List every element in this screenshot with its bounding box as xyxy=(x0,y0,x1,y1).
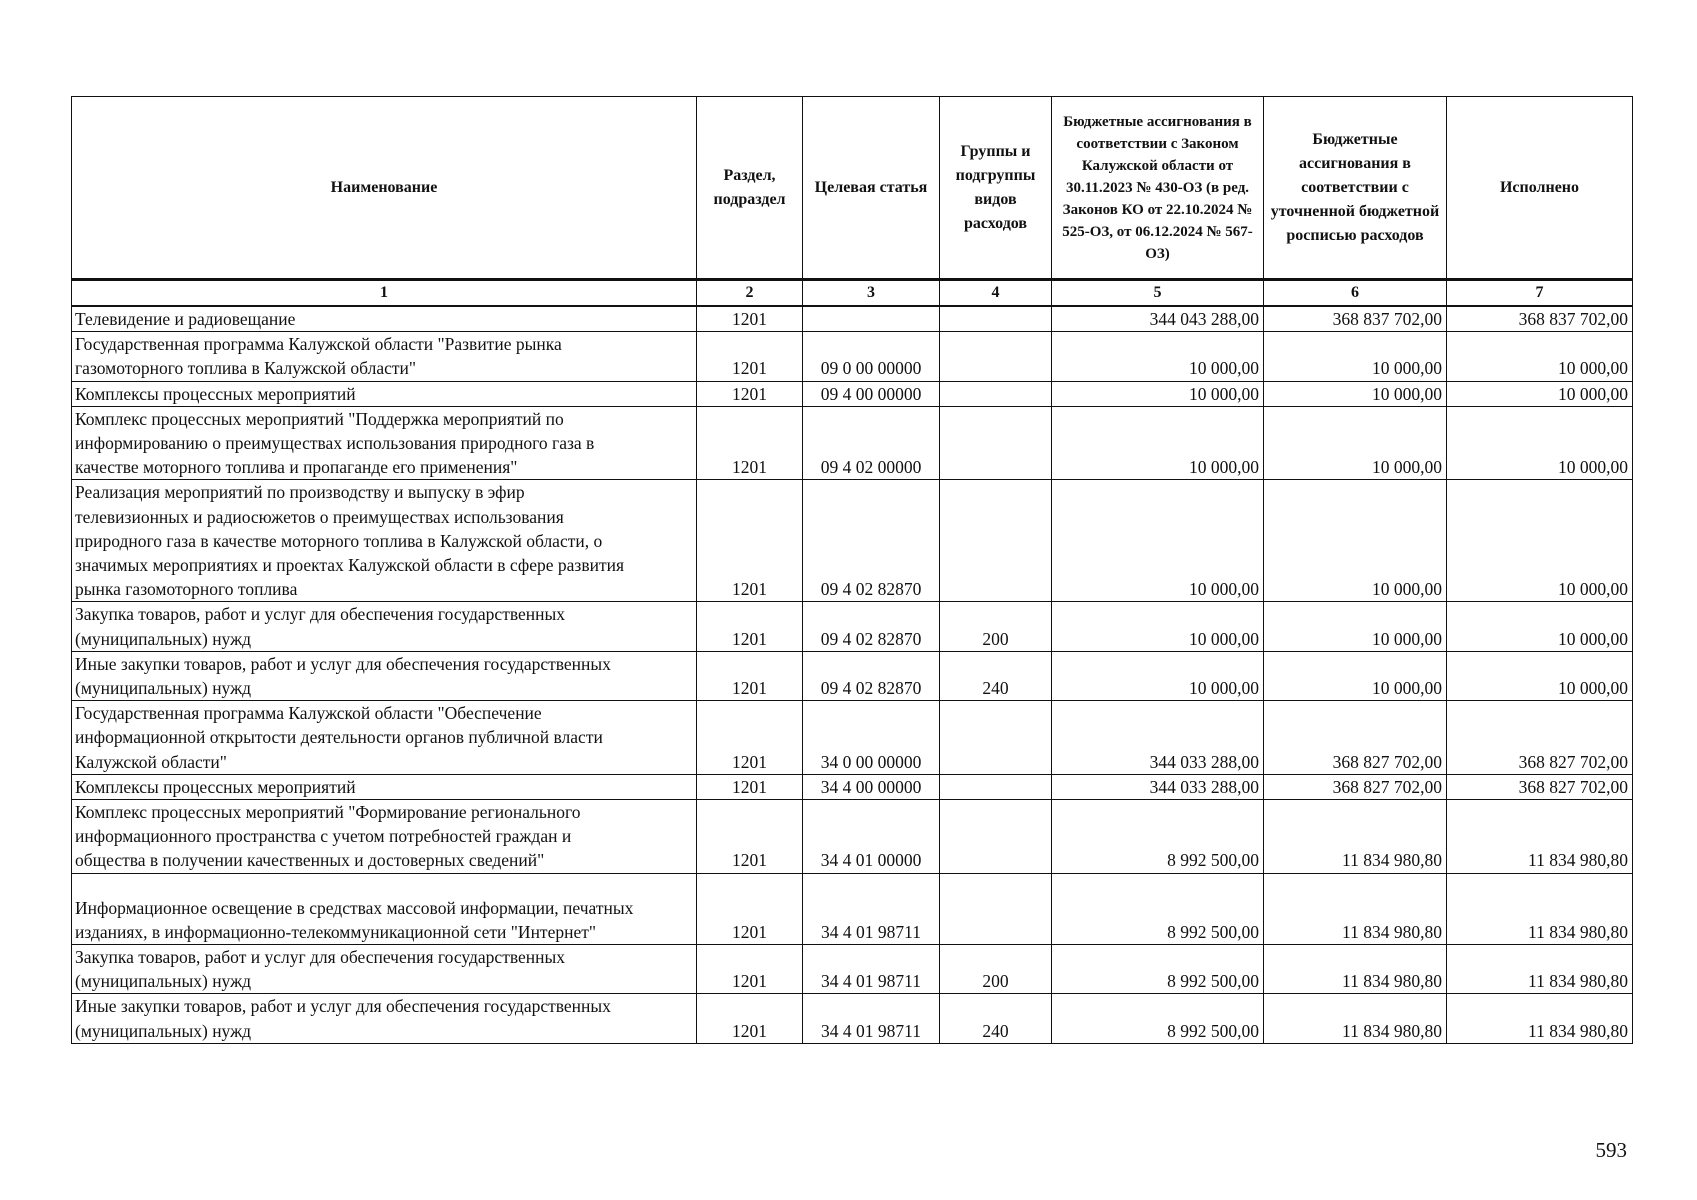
row-article-cell: 09 4 02 82870 xyxy=(803,651,940,700)
row-group-cell xyxy=(940,406,1052,480)
row-executed-amount-cell: 11 834 980,80 xyxy=(1447,800,1633,874)
row-name-cell: Иные закупки товаров, работ и услуг для обеспечения государственных (муниципальных) нужд xyxy=(72,651,697,700)
row-name-cell: Иные закупки товаров, работ и услуг для обеспечения государственных (муниципальных) нужд xyxy=(72,994,697,1043)
row-law-amount-cell: 8 992 500,00 xyxy=(1052,873,1264,944)
row-law-amount-cell: 10 000,00 xyxy=(1052,480,1264,602)
row-name-cell: Комплексы процессных мероприятий xyxy=(72,774,697,799)
row-executed-amount-cell: 10 000,00 xyxy=(1447,651,1633,700)
row-executed-amount-cell: 10 000,00 xyxy=(1447,602,1633,651)
row-article-cell: 34 4 01 98711 xyxy=(803,994,940,1043)
header-roster-allocations: Бюджетные ассигнования в соответствии с уточненной бюджетной росписью расходов xyxy=(1264,97,1447,280)
row-article-cell: 09 4 02 00000 xyxy=(803,406,940,480)
row-article-cell: 09 4 00 00000 xyxy=(803,381,940,406)
row-name-cell: Реализация мероприятий по производству и выпуску в эфир телевизионных и радиосюжетов о преимуществах использования природного газа в качестве моторного топлива в Калужской области, о значимых мероприятиях и проектах Калужской области в сфере развития рынка газомоторного топлива xyxy=(72,480,697,602)
row-law-amount-cell: 344 033 288,00 xyxy=(1052,701,1264,775)
table-row xyxy=(72,800,1633,874)
row-group-cell xyxy=(940,701,1052,775)
row-group-cell xyxy=(940,381,1052,406)
column-number: 6 xyxy=(1264,280,1447,307)
row-group-cell xyxy=(940,873,1052,944)
table-row xyxy=(72,701,1633,775)
row-name-cell: Информационное освещение в средствах массовой информации, печатных изданиях, в информационно-телекоммуникационной сети "Интернет" xyxy=(72,873,697,944)
table-row xyxy=(72,306,1633,332)
row-roster-amount-cell: 10 000,00 xyxy=(1264,480,1447,602)
row-roster-amount-cell: 10 000,00 xyxy=(1264,651,1447,700)
row-roster-amount-cell: 368 827 702,00 xyxy=(1264,701,1447,775)
row-roster-amount-cell: 368 827 702,00 xyxy=(1264,774,1447,799)
row-roster-amount-cell: 11 834 980,80 xyxy=(1264,994,1447,1043)
row-section-cell: 1201 xyxy=(697,873,803,944)
row-executed-amount-cell: 10 000,00 xyxy=(1447,381,1633,406)
row-executed-amount-cell: 10 000,00 xyxy=(1447,480,1633,602)
row-law-amount-cell: 344 043 288,00 xyxy=(1052,306,1264,332)
table-row xyxy=(72,873,1633,944)
table-row xyxy=(72,994,1633,1043)
column-number: 4 xyxy=(940,280,1052,307)
row-section-cell: 1201 xyxy=(697,480,803,602)
row-article-cell: 34 0 00 00000 xyxy=(803,701,940,775)
row-law-amount-cell: 8 992 500,00 xyxy=(1052,800,1264,874)
row-article-cell: 34 4 01 98711 xyxy=(803,873,940,944)
row-law-amount-cell: 10 000,00 xyxy=(1052,651,1264,700)
row-roster-amount-cell: 10 000,00 xyxy=(1264,406,1447,480)
row-law-amount-cell: 10 000,00 xyxy=(1052,381,1264,406)
column-number: 3 xyxy=(803,280,940,307)
header-section: Раздел, подраздел xyxy=(697,97,803,280)
row-law-amount-cell: 10 000,00 xyxy=(1052,332,1264,381)
row-section-cell: 1201 xyxy=(697,381,803,406)
row-law-amount-cell: 10 000,00 xyxy=(1052,602,1264,651)
row-section-cell: 1201 xyxy=(697,945,803,994)
row-law-amount-cell: 8 992 500,00 xyxy=(1052,945,1264,994)
row-group-cell: 200 xyxy=(940,945,1052,994)
row-group-cell: 240 xyxy=(940,994,1052,1043)
column-number: 1 xyxy=(72,280,697,307)
row-article-cell: 09 0 00 00000 xyxy=(803,332,940,381)
header-executed: Исполнено xyxy=(1447,97,1633,280)
row-executed-amount-cell: 368 827 702,00 xyxy=(1447,701,1633,775)
row-section-cell: 1201 xyxy=(697,994,803,1043)
table-row xyxy=(72,406,1633,480)
column-number: 2 xyxy=(697,280,803,307)
page-number: 593 xyxy=(1595,1138,1627,1162)
row-name-cell: Комплекс процессных мероприятий "Формирование регионального информационного пространства с учетом потребностей граждан и общества в получении качественных и достоверных сведений" xyxy=(72,800,697,874)
row-section-cell: 1201 xyxy=(697,332,803,381)
table-row xyxy=(72,480,1633,602)
budget-table xyxy=(71,96,1633,1044)
row-group-cell: 240 xyxy=(940,651,1052,700)
row-article-cell: 09 4 02 82870 xyxy=(803,480,940,602)
row-article-cell: 09 4 02 82870 xyxy=(803,602,940,651)
header-article: Целевая статья xyxy=(803,97,940,280)
header-name: Наименование xyxy=(72,97,697,280)
column-number-row xyxy=(72,280,1633,307)
table-row xyxy=(72,602,1633,651)
row-article-cell: 34 4 00 00000 xyxy=(803,774,940,799)
table-row xyxy=(72,381,1633,406)
row-section-cell: 1201 xyxy=(697,651,803,700)
row-article-cell xyxy=(803,306,940,332)
row-article-cell: 34 4 01 98711 xyxy=(803,945,940,994)
table-row xyxy=(72,332,1633,381)
row-section-cell: 1201 xyxy=(697,406,803,480)
row-group-cell xyxy=(940,480,1052,602)
row-executed-amount-cell: 11 834 980,80 xyxy=(1447,945,1633,994)
row-name-cell: Государственная программа Калужской области "Развитие рынка газомоторного топлива в Калужской области" xyxy=(72,332,697,381)
row-roster-amount-cell: 368 837 702,00 xyxy=(1264,306,1447,332)
row-group-cell xyxy=(940,800,1052,874)
header-expense-group: Группы и подгруппы видов расходов xyxy=(940,97,1052,280)
row-executed-amount-cell: 10 000,00 xyxy=(1447,406,1633,480)
table-row xyxy=(72,945,1633,994)
row-group-cell xyxy=(940,332,1052,381)
row-roster-amount-cell: 10 000,00 xyxy=(1264,602,1447,651)
row-executed-amount-cell: 11 834 980,80 xyxy=(1447,873,1633,944)
row-name-cell: Закупка товаров, работ и услуг для обеспечения государственных (муниципальных) нужд xyxy=(72,945,697,994)
row-group-cell xyxy=(940,306,1052,332)
row-roster-amount-cell: 11 834 980,80 xyxy=(1264,800,1447,874)
row-section-cell: 1201 xyxy=(697,701,803,775)
row-section-cell: 1201 xyxy=(697,602,803,651)
row-executed-amount-cell: 368 827 702,00 xyxy=(1447,774,1633,799)
row-section-cell: 1201 xyxy=(697,306,803,332)
row-name-cell: Комплексы процессных мероприятий xyxy=(72,381,697,406)
row-section-cell: 1201 xyxy=(697,774,803,799)
row-name-cell: Государственная программа Калужской области "Обеспечение информационной открытости деятельности органов публичной власти Калужской области" xyxy=(72,701,697,775)
table-body xyxy=(72,306,1633,1043)
row-section-cell: 1201 xyxy=(697,800,803,874)
row-law-amount-cell: 344 033 288,00 xyxy=(1052,774,1264,799)
row-roster-amount-cell: 11 834 980,80 xyxy=(1264,945,1447,994)
row-roster-amount-cell: 11 834 980,80 xyxy=(1264,873,1447,944)
row-law-amount-cell: 10 000,00 xyxy=(1052,406,1264,480)
row-name-cell: Телевидение и радиовещание xyxy=(72,306,697,332)
row-group-cell xyxy=(940,774,1052,799)
row-executed-amount-cell: 11 834 980,80 xyxy=(1447,994,1633,1043)
row-group-cell: 200 xyxy=(940,602,1052,651)
row-roster-amount-cell: 10 000,00 xyxy=(1264,381,1447,406)
row-executed-amount-cell: 368 837 702,00 xyxy=(1447,306,1633,332)
column-number: 5 xyxy=(1052,280,1264,307)
table-row xyxy=(72,651,1633,700)
row-executed-amount-cell: 10 000,00 xyxy=(1447,332,1633,381)
table-row xyxy=(72,774,1633,799)
row-roster-amount-cell: 10 000,00 xyxy=(1264,332,1447,381)
header-law-allocations: Бюджетные ассигнования в соответствии с Законом Калужской области от 30.11.2023 № 430-ОЗ (в ред. Законов КО от 22.10.2024 № 525-ОЗ, от 06.12.2024 № 567-ОЗ) xyxy=(1052,97,1264,280)
row-name-cell: Комплекс процессных мероприятий "Поддержка мероприятий по информированию о преимуществах использования природного газа в качестве моторного топлива и пропаганде его применения" xyxy=(72,406,697,480)
column-number: 7 xyxy=(1447,280,1633,307)
row-name-cell: Закупка товаров, работ и услуг для обеспечения государственных (муниципальных) нужд xyxy=(72,602,697,651)
header-row xyxy=(72,97,1633,280)
row-article-cell: 34 4 01 00000 xyxy=(803,800,940,874)
row-law-amount-cell: 8 992 500,00 xyxy=(1052,994,1264,1043)
